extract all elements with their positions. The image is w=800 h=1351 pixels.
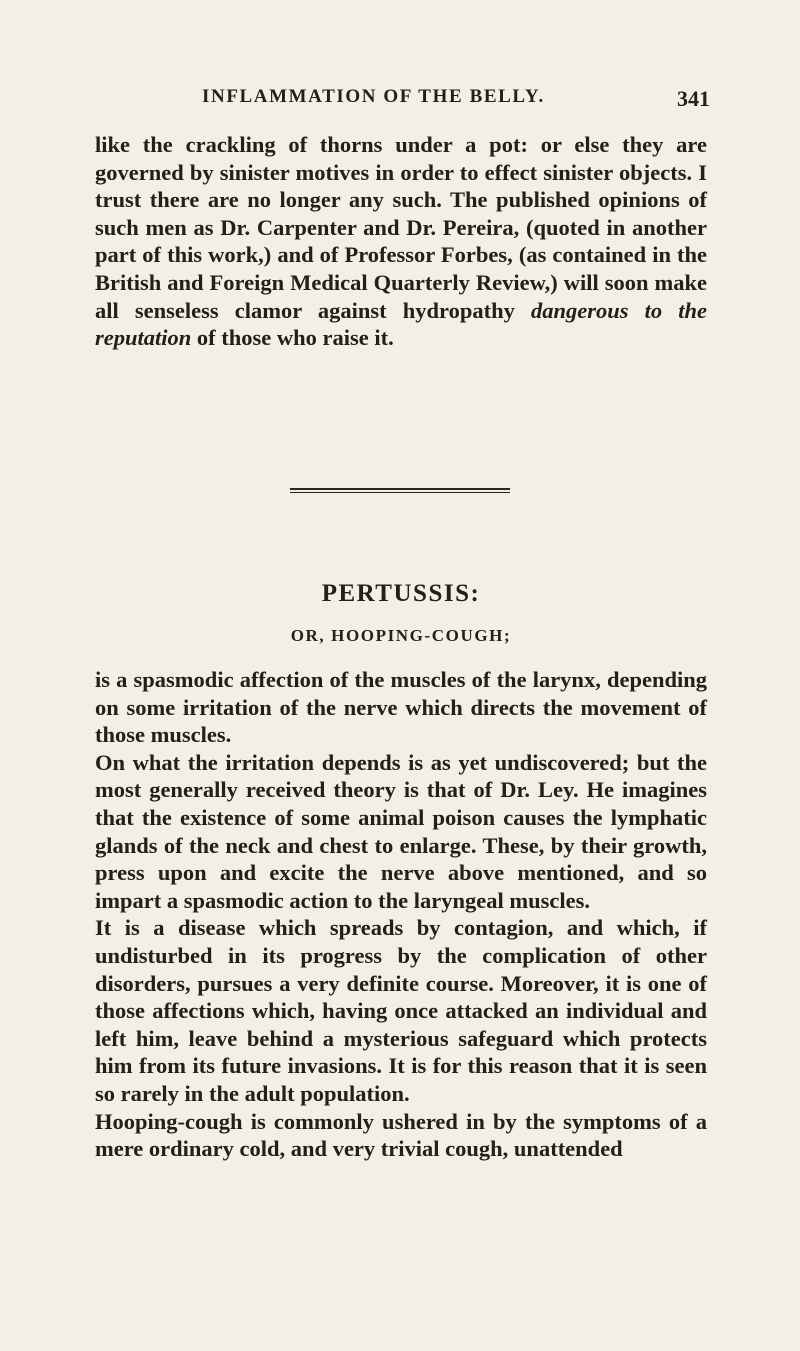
intro-italic-phrase: dangerous to the reputation bbox=[95, 297, 707, 351]
page-number: 341 bbox=[677, 86, 710, 111]
section-paragraph: It is a disease which spreads by contagion, and which, if undisturbed in its progress by the complication of other disorders, pursues a very definite course. Moreover, it is one of those affections which, having once attacked an individual and left him, leave behind a mysterious safeguard which protects him from its future invasions. It is for this reason that it is seen so rarely in the adult population. bbox=[95, 915, 707, 1106]
running-head bbox=[150, 86, 710, 116]
running-title: INFLAMMATION OF THE BELLY. bbox=[202, 86, 545, 107]
section-paragraph: is a spasmodic affection of the muscles of the larynx, depending on some irritation of the nerve which directs the movement of those muscles. bbox=[95, 667, 707, 748]
section-paragraph: Hooping-cough is commonly ushered in by the symptoms of a mere ordinary cold, and very trivial cough, unattended bbox=[95, 1108, 707, 1162]
section-paragraph: On what the irritation depends is as yet undiscovered; but the most generally received theory is that of Dr. Ley. He imagines that the existence of some animal poison causes the lymphatic glands of the neck and chest to enlarge. These, by their growth, press upon and excite the nerve above mentioned, and so impart a spasmodic action to the laryngeal muscles. bbox=[95, 749, 707, 913]
section-title: PERTUSSIS: bbox=[321, 580, 481, 607]
intro-text-before: like the crackling of thorns under a pot: or else they are governed by sinister motives in order to effect sinister objects. I trust there are no longer any such. The published opinions of such men as Dr. Carpenter and Dr. Pereira, (quoted in another part of this work,) and of Professor Forbes, (as contained in the British and Foreign Medical Quarterly Review,) will soon make all senseless clamor against hydropathy bbox=[95, 132, 707, 323]
intro-paragraph bbox=[95, 131, 707, 352]
section-subtitle: OR, HOOPING-COUGH; bbox=[290, 626, 512, 645]
section-divider bbox=[290, 488, 510, 490]
section-body bbox=[95, 666, 707, 1163]
intro-paragraph-text bbox=[95, 131, 707, 352]
intro-text-after: of those who raise it. bbox=[191, 325, 394, 351]
